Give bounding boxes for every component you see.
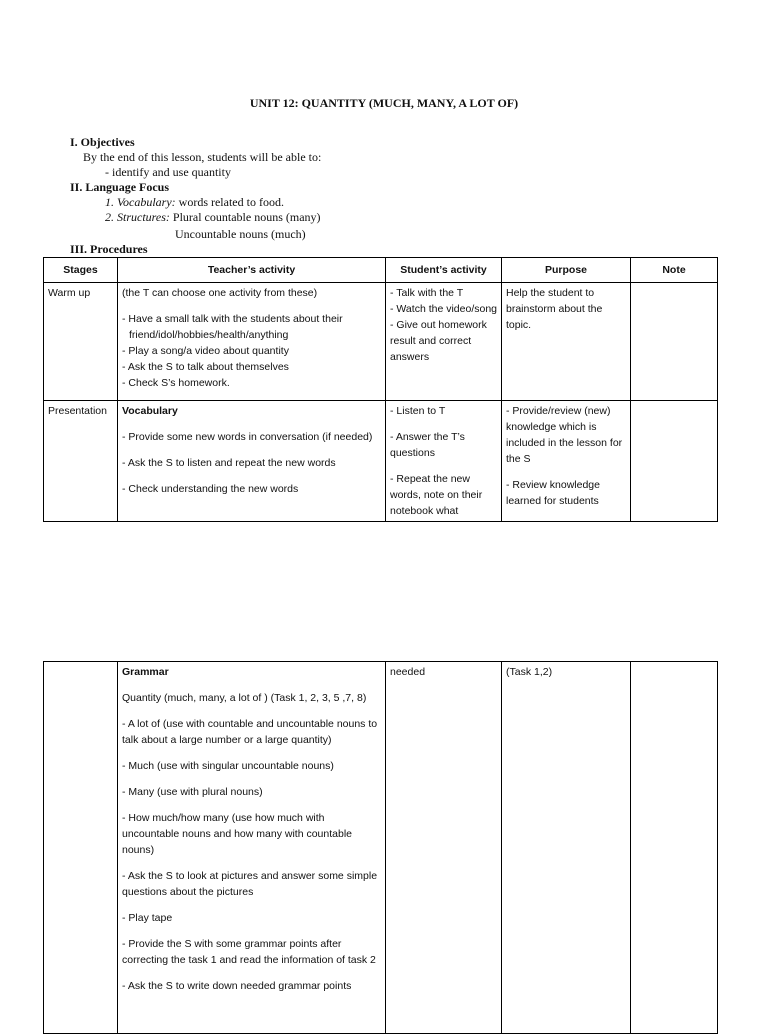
- vocabulary-label: 1. Vocabulary:: [105, 195, 176, 209]
- teacher-line: - Much (use with singular uncountable nouns): [122, 760, 334, 772]
- objectives-heading: I. Objectives: [70, 135, 135, 149]
- structures-line: [105, 210, 321, 225]
- vocabulary-text: words related to food.: [175, 195, 284, 209]
- teacher-line: - Ask the S to look at pictures and answer some simple questions about the pictures: [122, 870, 378, 898]
- teacher-line: - Ask the S to listen and repeat the new words: [122, 457, 336, 469]
- purpose-cell: [502, 401, 631, 522]
- teacher-line: - Play a song/a video about quantity: [122, 345, 289, 357]
- student-line: - Listen to T: [390, 405, 446, 417]
- purpose-cell: Help the student to brainstorm about the topic.: [502, 283, 631, 401]
- teacher-activity-cell: [118, 662, 386, 1034]
- vocabulary-line: [105, 195, 284, 210]
- procedures-table-continued: [43, 661, 718, 1034]
- teacher-activity-cell: [118, 401, 386, 522]
- teacher-line: - Check understanding the new words: [122, 483, 299, 495]
- structures-text-2: Uncountable nouns (much): [175, 227, 306, 241]
- teacher-line: - Have a small talk with the students about their: [122, 313, 343, 325]
- header-teacher-activity: Teacher’s activity: [118, 258, 386, 283]
- note-cell: [631, 401, 718, 522]
- teacher-line: - How much/how many (use how much with uncountable nouns and how many with countable nouns): [122, 812, 352, 856]
- student-line: - Talk with the T: [390, 287, 464, 299]
- note-cell: [631, 283, 718, 401]
- teacher-line: - Provide some new words in conversation (if needed): [122, 431, 373, 443]
- teacher-line: (the T can choose one activity from these): [122, 287, 318, 299]
- language-focus-heading: II. Language Focus: [70, 180, 170, 194]
- table-header-row: [44, 258, 718, 283]
- teacher-line: - A lot of (use with countable and uncountable nouns to talk about a large number or a large quantity): [122, 718, 378, 746]
- teacher-line: - Ask the S to talk about themselves: [122, 361, 289, 373]
- teacher-line: - Check S’s homework.: [122, 377, 230, 389]
- header-note: Note: [631, 258, 718, 283]
- header-stages: Stages: [44, 258, 118, 283]
- student-line: - Watch the video/song: [390, 303, 497, 315]
- purpose-line: - Review knowledge learned for students: [506, 479, 600, 507]
- procedures-heading: III. Procedures: [70, 242, 148, 256]
- teacher-line: - Play tape: [122, 912, 173, 924]
- stage-cell: [44, 662, 118, 1034]
- teacher-line: - Provide the S with some grammar points after correcting the task 1 and read the information of task 2: [122, 938, 376, 966]
- document-title: UNIT 12: QUANTITY (MUCH, MANY, A LOT OF): [249, 96, 519, 110]
- procedures-table: [43, 257, 718, 522]
- objectives-intro: By the end of this lesson, students will be able to:: [83, 150, 322, 164]
- note-cell: [631, 662, 718, 1034]
- stage-cell: Presentation: [44, 401, 118, 522]
- structures-label: 2. Structures:: [105, 210, 170, 224]
- teacher-line: Grammar: [122, 666, 169, 678]
- student-activity-cell: [386, 283, 502, 401]
- teacher-line: friend/idol/hobbies/health/anything: [129, 329, 289, 341]
- header-student-activity: Student’s activity: [386, 258, 502, 283]
- student-line: - Repeat the new words, note on their notebook what: [390, 473, 483, 517]
- purpose-cell: (Task 1,2): [502, 662, 631, 1034]
- stage-cell: Warm up: [44, 283, 118, 401]
- purpose-line: - Provide/review (new) knowledge which is included in the lesson for the S: [506, 405, 623, 465]
- teacher-line: - Ask the S to write down needed grammar points: [122, 980, 352, 992]
- table-row-presentation: [44, 401, 718, 522]
- teacher-line: - Many (use with plural nouns): [122, 786, 263, 798]
- student-line: - Give out homework result and correct answers: [390, 319, 487, 363]
- structures-text-1: Plural countable nouns (many): [169, 210, 321, 224]
- student-activity-cell: [386, 401, 502, 522]
- student-line: - Answer the T’s questions: [390, 431, 465, 459]
- teacher-activity-cell: [118, 283, 386, 401]
- student-activity-cell: needed: [386, 662, 502, 1034]
- table-row-grammar: [44, 662, 718, 1034]
- objectives-item: - identify and use quantity: [105, 165, 231, 179]
- table-row-warmup: [44, 283, 718, 401]
- teacher-line: Vocabulary: [122, 405, 178, 417]
- teacher-line: Quantity (much, many, a lot of ) (Task 1, 2, 3, 5 ,7, 8): [122, 692, 367, 704]
- header-purpose: Purpose: [502, 258, 631, 283]
